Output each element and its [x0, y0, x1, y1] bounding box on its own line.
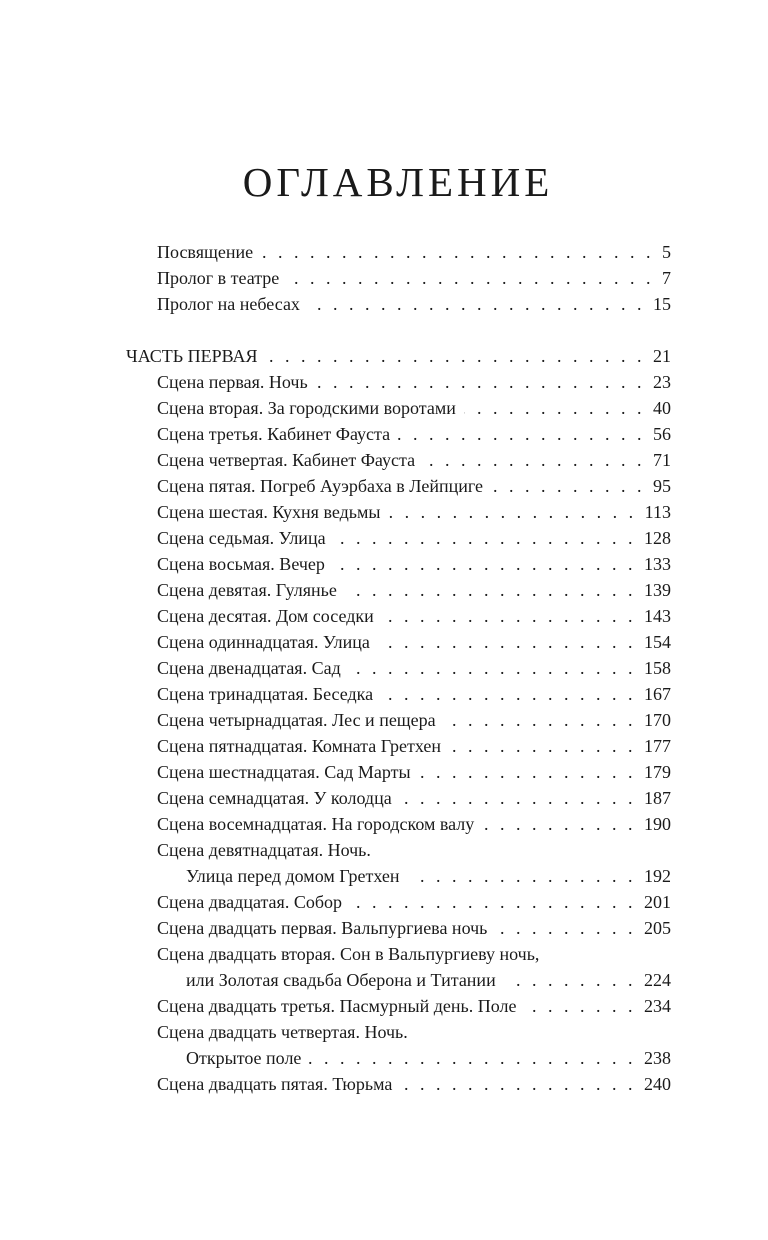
toc-entry[interactable] — [157, 1019, 671, 1045]
toc-entry-label: Пролог в театре — [157, 268, 280, 288]
toc-entry-page-number: 179 — [644, 762, 671, 782]
dot-leader — [524, 993, 636, 1019]
dot-leader — [482, 811, 636, 837]
toc-entry-page-number: 128 — [644, 528, 671, 548]
dot-leader — [333, 551, 636, 577]
toc-entry[interactable] — [157, 1071, 671, 1097]
dot-leader — [266, 343, 645, 369]
toc-entry-label: Сцена третья. Кабинет Фауста — [157, 424, 391, 444]
toc-entry-label: Сцена восемнадцатая. На городском валу — [157, 814, 475, 834]
toc-entry-label: Сцена шестнадцатая. Сад Марты — [157, 762, 411, 782]
dot-leader — [388, 499, 636, 525]
dot-leader — [334, 525, 636, 551]
toc-entry-label: Сцена шестая. Кухня ведьмы — [157, 502, 381, 522]
toc-entry[interactable] — [186, 1045, 671, 1071]
dot-leader — [287, 265, 654, 291]
toc-entry-page-number: 205 — [644, 918, 671, 938]
toc-entry[interactable] — [157, 707, 671, 733]
toc-entry-page-number: 23 — [653, 372, 671, 392]
toc-entry[interactable] — [157, 785, 671, 811]
toc-entry[interactable] — [157, 837, 671, 863]
toc-entry[interactable] — [186, 863, 671, 889]
toc-entry[interactable] — [157, 941, 671, 967]
toc-entry-label: Сцена вторая. За городскими воротами — [157, 398, 456, 418]
toc-entry-label: Улица перед домом Гретхен — [186, 866, 400, 886]
toc-entry-page-number: 167 — [644, 684, 671, 704]
toc-entry-page-number: 154 — [644, 632, 671, 652]
toc-entry-page-number: 190 — [644, 814, 671, 834]
toc-entry-page-number: 5 — [662, 242, 671, 262]
page-title: ОГЛАВЛЕНИЕ — [242, 159, 554, 205]
toc-entry-label: Посвящение — [157, 242, 254, 262]
toc-entry[interactable] — [157, 577, 671, 603]
toc-entry-page-number: 224 — [644, 970, 671, 990]
toc-entry-page-number: 113 — [644, 502, 671, 522]
toc-entry-page-number: 240 — [644, 1074, 671, 1094]
dot-leader — [423, 447, 645, 473]
toc-entry-label: Сцена восьмая. Вечер — [157, 554, 325, 574]
toc-entry-label: Сцена четырнадцатая. Лес и пещера — [157, 710, 436, 730]
toc-entry-page-number: 56 — [653, 424, 671, 444]
toc-entry-page-number: 187 — [644, 788, 671, 808]
toc-entry-label: Сцена седьмая. Улица — [157, 528, 326, 548]
toc-entry-label: Сцена двадцать вторая. Сон в Вальпургиеву ночь, — [157, 944, 540, 964]
dot-leader — [449, 733, 636, 759]
toc-entry[interactable] — [157, 655, 671, 681]
toc-entry[interactable] — [157, 759, 671, 785]
toc-entry-label: Открытое поле — [186, 1048, 302, 1068]
toc-entry[interactable] — [157, 915, 671, 941]
toc-entry[interactable] — [157, 811, 671, 837]
toc-entry[interactable] — [157, 421, 671, 447]
dot-leader — [308, 291, 645, 317]
toc-entry[interactable] — [186, 967, 671, 993]
toc-entry-label: Сцена двадцать пятая. Тюрьма — [157, 1074, 393, 1094]
dot-leader — [464, 395, 645, 421]
toc-entry[interactable] — [157, 551, 671, 577]
toc-entry[interactable] — [157, 473, 671, 499]
toc-entry-label: Сцена семнадцатая. У колодца — [157, 788, 392, 808]
toc-entry[interactable] — [157, 889, 671, 915]
toc-entry-page-number: 95 — [653, 476, 671, 496]
toc-entry-label: Сцена двадцать первая. Вальпургиева ночь — [157, 918, 488, 938]
toc-entry-label: Сцена девятая. Гулянье — [157, 580, 337, 600]
toc-entry-page-number: 139 — [644, 580, 671, 600]
dot-leader — [382, 603, 636, 629]
toc-entry-page-number: 158 — [644, 658, 671, 678]
toc-entry[interactable] — [157, 265, 671, 291]
toc-entry[interactable] — [157, 733, 671, 759]
toc-entry[interactable] — [157, 525, 671, 551]
dot-leader — [495, 915, 636, 941]
dot-leader — [504, 967, 636, 993]
toc-entry[interactable] — [157, 993, 671, 1019]
dot-leader — [419, 759, 636, 785]
toc-entry-label: Сцена двадцатая. Собор — [157, 892, 342, 912]
dot-leader — [400, 1071, 636, 1097]
toc-entry-page-number: 234 — [644, 996, 671, 1016]
toc-entry-label: Сцена десятая. Дом соседки — [157, 606, 374, 626]
dot-leader — [444, 707, 636, 733]
toc-entry[interactable] — [157, 369, 671, 395]
toc-entry[interactable] — [157, 681, 671, 707]
toc-entry-label: Сцена двадцать четвертая. Ночь. — [157, 1022, 408, 1042]
dot-leader — [381, 681, 636, 707]
toc-entry-label: Сцена одиннадцатая. Улица — [157, 632, 370, 652]
dot-leader — [408, 863, 636, 889]
dot-leader — [309, 1045, 636, 1071]
dot-leader — [350, 889, 636, 915]
toc-entry-page-number: 170 — [644, 710, 671, 730]
toc-entry-page-number: 201 — [644, 892, 671, 912]
toc-entry-label: или Золотая свадьба Оберона и Титании — [186, 970, 496, 990]
dot-leader — [261, 239, 654, 265]
toc-entry-page-number: 71 — [653, 450, 671, 470]
toc-entry-label: Сцена тринадцатая. Беседка — [157, 684, 374, 704]
dot-leader — [491, 473, 645, 499]
toc-entry-label: Сцена двенадцатая. Сад — [157, 658, 341, 678]
toc-entry-page-number: 192 — [644, 866, 671, 886]
toc-entry[interactable] — [157, 629, 671, 655]
toc-entry-label: Сцена пятнадцатая. Комната Гретхен — [157, 736, 442, 756]
toc-entry-page-number: 177 — [644, 736, 671, 756]
toc-entry-label: Сцена пятая. Погреб Ауэрбаха в Лейпциге — [157, 476, 484, 496]
toc-entry-page-number: 40 — [653, 398, 671, 418]
toc-entry-label: Пролог на небесах — [157, 294, 300, 314]
toc-entry-page-number: 15 — [653, 294, 671, 314]
dot-leader — [378, 629, 636, 655]
toc-entry-label: Сцена первая. Ночь — [157, 372, 308, 392]
dot-leader — [398, 421, 645, 447]
toc-entry-label: Сцена девятнадцатая. Ночь. — [157, 840, 371, 860]
toc-entry[interactable] — [157, 499, 671, 525]
toc-entry[interactable] — [157, 447, 671, 473]
toc-entry[interactable] — [157, 291, 671, 317]
toc-entry[interactable] — [157, 239, 671, 265]
toc-entry-page-number: 143 — [644, 606, 671, 626]
toc-entry-page-number: 7 — [662, 268, 671, 288]
dot-leader — [349, 655, 636, 681]
toc-entry-page-number: 238 — [644, 1048, 671, 1068]
toc-entry[interactable] — [157, 603, 671, 629]
dot-leader — [345, 577, 636, 603]
toc-entry-page-number: 133 — [644, 554, 671, 574]
toc-entry[interactable] — [157, 395, 671, 421]
toc-entry-label: Сцена четвертая. Кабинет Фауста — [157, 450, 416, 470]
dot-leader — [316, 369, 645, 395]
toc-entry-label: Сцена двадцать третья. Пасмурный день. Поле — [157, 996, 517, 1016]
toc-entry-label: ЧАСТЬ ПЕРВАЯ — [126, 346, 258, 366]
dot-leader — [400, 785, 636, 811]
toc-entry[interactable] — [126, 343, 671, 369]
toc-entry-page-number: 21 — [653, 346, 671, 366]
